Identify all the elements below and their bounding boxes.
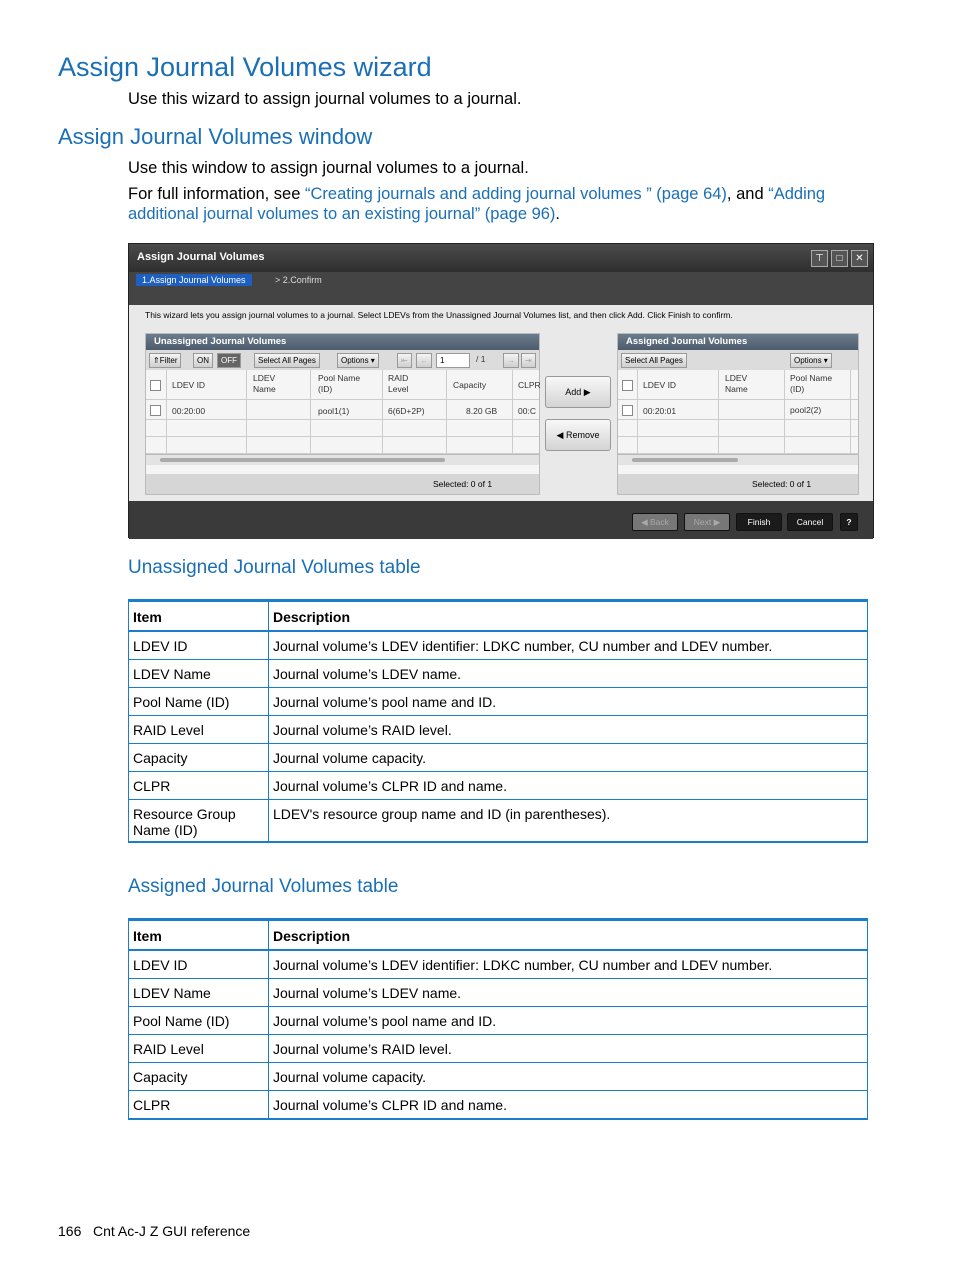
grid-divider	[146, 419, 539, 420]
link-creating-journals[interactable]: “Creating journals and adding journal volumes ” (page 64)	[305, 185, 727, 203]
cell-item: Resource Group Name (ID)	[129, 800, 269, 843]
table-row	[129, 772, 868, 800]
unassigned-panel-title: Unassigned Journal Volumes	[146, 334, 539, 350]
step-assign: 1.Assign Journal Volumes	[136, 274, 252, 286]
cell-pool-name: pool1(1)	[318, 406, 350, 416]
pin-icon[interactable]: ⊤	[811, 250, 828, 267]
first-page-icon[interactable]: ⇤	[397, 353, 412, 368]
grid-divider	[146, 436, 539, 437]
grid-divider	[246, 370, 247, 454]
filter-off-button[interactable]: OFF	[217, 353, 241, 368]
cell-ldev-id: 00:20:01	[643, 406, 677, 416]
grid-divider	[718, 370, 719, 454]
table-row	[129, 660, 868, 688]
full-info-suffix: .	[555, 205, 561, 223]
table-row	[129, 716, 868, 744]
next-page-icon[interactable]: →	[503, 353, 519, 368]
assign-journal-volumes-screenshot	[128, 243, 874, 538]
table-row	[129, 1035, 868, 1063]
filter-button[interactable]: ⇑Filter	[149, 353, 181, 368]
full-info-prefix: For full information, see	[128, 185, 305, 203]
table-row	[129, 979, 868, 1007]
cell-item: CLPR	[129, 772, 269, 800]
row-checkbox[interactable]	[622, 405, 633, 416]
cell-description: Journal volume capacity.	[269, 1063, 868, 1091]
close-icon[interactable]: ✕	[851, 250, 868, 267]
assigned-selected-count: Selected: 0 of 1	[752, 479, 812, 489]
col-raid-level[interactable]: RAID Level	[388, 373, 409, 394]
assigned-table-heading: Assigned Journal Volumes table	[128, 876, 399, 897]
back-button[interactable]: ◀ Back	[632, 513, 678, 531]
unassigned-table-heading: Unassigned Journal Volumes table	[128, 557, 421, 578]
grid-divider	[784, 370, 785, 454]
cell-item: CLPR	[129, 1091, 269, 1120]
maximize-icon[interactable]: □	[831, 250, 848, 267]
full-info-middle: , and	[726, 185, 769, 203]
table-row	[129, 688, 868, 716]
grid-divider	[637, 370, 638, 454]
grid-divider	[618, 399, 858, 400]
cell-item: LDEV ID	[129, 950, 269, 979]
table-header-row	[129, 920, 868, 951]
cell-clpr: 00:C	[518, 406, 536, 416]
cell-description: Journal volume’s pool name and ID.	[269, 688, 868, 716]
dialog-footer	[129, 501, 873, 539]
grid-divider	[146, 399, 539, 400]
grid-divider	[512, 370, 513, 454]
grid-divider	[310, 370, 311, 454]
grid-divider	[618, 419, 858, 420]
col-ldev-id[interactable]: LDEV ID	[172, 380, 206, 390]
assigned-selected-bar	[618, 474, 858, 494]
assigned-panel-title: Assigned Journal Volumes	[618, 334, 858, 350]
cell-description: Journal volume’s LDEV name.	[269, 660, 868, 688]
col-pool-name[interactable]: Pool Name (ID)	[318, 373, 361, 394]
unassigned-journal-volumes-table	[128, 599, 868, 843]
grid-divider	[446, 370, 447, 454]
step-confirm: > 2.Confirm	[275, 275, 322, 285]
cell-description: Journal volume’s LDEV name.	[269, 979, 868, 1007]
cell-item: LDEV Name	[129, 979, 269, 1007]
table-row	[129, 631, 868, 660]
table-row	[129, 1091, 868, 1120]
options-button[interactable]: Options ▾	[790, 353, 832, 368]
section-heading-window: Assign Journal Volumes window	[58, 124, 373, 149]
cell-description: Journal volume’s LDEV identifier: LDKC number, CU number and LDEV number.	[269, 950, 868, 979]
cell-item: Pool Name (ID)	[129, 688, 269, 716]
link-adding-journal-volumes[interactable]: “Adding additional journal volumes to an existing journal” (page 96)	[128, 185, 826, 223]
wizard-instructions: This wizard lets you assign journal volumes to a journal. Select LDEVs from the Unassigned Journal Volumes list, and then click Add. Click Finish to confirm.	[145, 310, 733, 320]
horizontal-scrollbar[interactable]	[146, 454, 539, 465]
table-row	[129, 800, 868, 843]
table-header-row	[129, 601, 868, 632]
grid-divider	[382, 370, 383, 454]
cell-item: Capacity	[129, 1063, 269, 1091]
select-all-pages-button[interactable]: Select All Pages	[621, 353, 687, 368]
cell-description: Journal volume’s RAID level.	[269, 716, 868, 744]
table-row	[129, 950, 868, 979]
cell-description: Journal volume’s RAID level.	[269, 1035, 868, 1063]
dialog-title: Assign Journal Volumes	[137, 251, 265, 263]
unassigned-panel	[145, 333, 540, 495]
cell-ldev-id: 00:20:00	[172, 406, 206, 416]
grid-divider	[166, 370, 167, 454]
cell-description: Journal volume’s CLPR ID and name.	[269, 772, 868, 800]
grid-divider	[618, 436, 858, 437]
remove-button[interactable]: ◀ Remove	[545, 419, 611, 451]
assigned-panel	[617, 333, 859, 495]
cell-item: RAID Level	[129, 1035, 269, 1063]
col-capacity[interactable]: Capacity	[453, 380, 487, 390]
window-intro: Use this window to assign journal volumes to a journal.	[128, 159, 529, 177]
cell-capacity: 8.20 GB	[466, 406, 498, 416]
dialog-content	[129, 305, 873, 501]
header-item: Item	[129, 601, 269, 632]
assigned-journal-volumes-table	[128, 918, 868, 1120]
col-ldev-name[interactable]: LDEV Name	[725, 373, 748, 394]
help-button[interactable]: ?	[840, 513, 858, 531]
select-all-checkbox[interactable]	[150, 380, 161, 391]
wizard-intro: Use this wizard to assign journal volumes to a journal.	[128, 90, 522, 108]
unassigned-selected-bar	[146, 474, 539, 494]
add-button[interactable]: Add ▶	[545, 376, 611, 408]
options-button[interactable]: Options ▾	[337, 353, 379, 368]
filter-on-button[interactable]: ON	[193, 353, 213, 368]
cell-item: LDEV ID	[129, 631, 269, 660]
full-info-paragraph	[128, 184, 873, 224]
cell-description: LDEV's resource group name and ID (in parentheses).	[269, 800, 868, 843]
row-checkbox[interactable]	[150, 405, 161, 416]
next-button[interactable]: Next ▶	[684, 513, 730, 531]
horizontal-scrollbar[interactable]	[618, 454, 858, 465]
select-all-checkbox[interactable]	[622, 380, 633, 391]
cell-description: Journal volume’s pool name and ID.	[269, 1007, 868, 1035]
col-ldev-name[interactable]: LDEV Name	[253, 373, 276, 394]
prev-page-icon[interactable]: ←	[416, 353, 432, 368]
cell-item: RAID Level	[129, 716, 269, 744]
cell-item: Pool Name (ID)	[129, 1007, 269, 1035]
cell-description: Journal volume’s LDEV identifier: LDKC number, CU number and LDEV number.	[269, 631, 868, 660]
page-total: / 1	[476, 354, 486, 364]
header-description: Description	[269, 601, 868, 632]
table-row	[129, 744, 868, 772]
unassigned-selected-count: Selected: 0 of 1	[433, 479, 493, 489]
cell-description: Journal volume capacity.	[269, 744, 868, 772]
grid-divider	[850, 370, 851, 454]
page-number: 166	[58, 1223, 82, 1239]
footer-section: Cnt Ac-J Z GUI reference	[93, 1223, 251, 1239]
cell-description: Journal volume’s CLPR ID and name.	[269, 1091, 868, 1120]
assigned-toolbar	[618, 350, 858, 370]
scrollbar-thumb[interactable]	[632, 458, 738, 462]
cell-item: LDEV Name	[129, 660, 269, 688]
col-ldev-id[interactable]: LDEV ID	[643, 380, 677, 390]
cancel-button[interactable]: Cancel	[787, 513, 833, 531]
header-item: Item	[129, 920, 269, 951]
table-row	[129, 1007, 868, 1035]
page-title: Assign Journal Volumes wizard	[58, 52, 432, 82]
cell-item: Capacity	[129, 744, 269, 772]
table-row	[129, 1063, 868, 1091]
scrollbar-thumb[interactable]	[160, 458, 445, 462]
cell-raid-level: 6(6D+2P)	[388, 406, 425, 416]
finish-button[interactable]: Finish	[736, 513, 782, 531]
header-description: Description	[269, 920, 868, 951]
col-pool-name[interactable]: Pool Name (ID)	[790, 373, 833, 394]
page-input[interactable]: 1	[436, 353, 470, 368]
last-page-icon[interactable]: ⇥	[521, 353, 536, 368]
cell-pool-name: pool2(2)	[790, 405, 822, 415]
select-all-pages-button[interactable]: Select All Pages	[254, 353, 320, 368]
col-clpr[interactable]: CLPR	[518, 380, 541, 390]
page-footer	[58, 1223, 250, 1239]
unassigned-toolbar	[146, 350, 539, 370]
